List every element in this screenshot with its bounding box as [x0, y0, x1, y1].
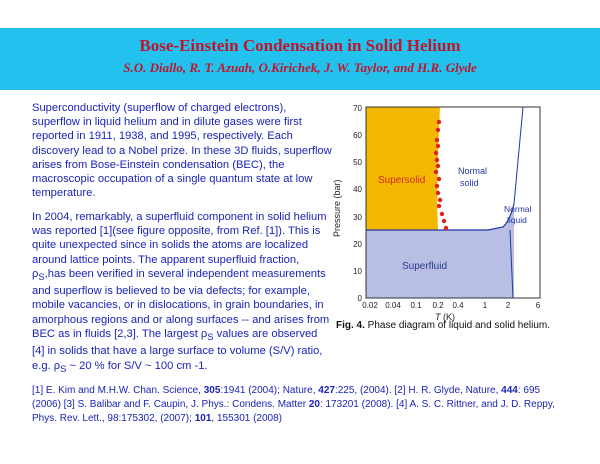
xtick-0.04: 0.04: [385, 301, 401, 310]
xtick-0.1: 0.1: [410, 301, 422, 310]
xtick-2: 2: [505, 301, 511, 310]
ytick-30: 30: [353, 213, 362, 222]
xtick-6: 6: [535, 301, 541, 310]
supersolid-region: [366, 107, 440, 230]
x-axis-title-unit: (K): [440, 312, 455, 322]
xtick-0.2: 0.2: [432, 301, 444, 310]
p2-text-c: values are observed [4] in solids that have a large surface to volume (S/V) ratio, e.g. ρ: [32, 327, 323, 372]
ref-text-6: , 155301 (2008): [211, 413, 283, 424]
rho-subscript-1: S: [38, 272, 45, 283]
label-normal-liquid-1: Normal: [504, 204, 532, 214]
lambda-line: [514, 107, 523, 204]
p2-text-d: ~ 20 % for S/V ~ 100 cm -1.: [66, 359, 208, 372]
ref-vol-1: 305: [203, 385, 221, 396]
label-normal-solid-1: Normal: [458, 166, 488, 176]
xtick-0.4: 0.4: [452, 301, 464, 310]
ytick-70: 70: [353, 104, 362, 113]
ytick-50: 50: [353, 158, 362, 167]
xtick-0.02: 0.02: [362, 301, 378, 310]
ref-text-1: [1] E. Kim and M.H.W. Chan. Science,: [32, 385, 204, 396]
label-supersolid: Supersolid: [378, 175, 426, 186]
ref-vol-2: 427: [318, 385, 335, 396]
ref-text-4: : 695 (2006) [3] S. Balibar and F. Caupin, J. Phys.: Condens. Matter: [32, 385, 541, 410]
x-axis-labels: [362, 301, 541, 310]
label-normal-liquid-2: liquid: [507, 215, 527, 225]
label-normal-solid-2: solid: [460, 178, 479, 188]
rho-subscript-2: S: [207, 332, 214, 343]
figure-caption: [336, 320, 550, 331]
ref-vol-4: 20: [308, 399, 320, 410]
slide-title: Bose-Einstein Condensation in Solid Helium: [139, 36, 461, 55]
ytick-40: 40: [353, 185, 362, 194]
phase-diagram: [318, 102, 568, 342]
ref-vol-5: 101: [194, 413, 212, 424]
intro-paragraph: Superconductivity (superflow of charged electrons), superflow in liquid helium and in dilute gases were first reported in 1911, 1938, and 1995, respectively. Each discovery lead to a Nobel prize. In these 3D fluids, superflow arises from Bose-Einstein condensation (BEC), the macroscopic occupation of a single quantum state at low temperature.: [32, 102, 332, 200]
supersolid-paragraph: [32, 210, 332, 376]
ref-vol-3: 444: [501, 385, 518, 396]
caption-text: Phase diagram of liquid and solid helium.: [364, 320, 551, 331]
rho-subscript-3: S: [60, 363, 67, 374]
x-axis-title-var: T: [435, 312, 441, 322]
ytick-20: 20: [353, 240, 362, 249]
p2-text-b: ,has been verified in several independent measurements and superflow is believed to be via defects; for example, mobile vacancies, or in dislocations, in grain boundaries, in amorphous regions and or along surfaces -- and arises from BEC as in fluids [2,3]. The largest ρ: [32, 267, 330, 340]
y-axis-title: Pressure (bar): [332, 179, 342, 237]
slide-authors: S.O. Diallo, R. T. Azuah, O.Kirichek, J. W. Taylor, and H.R. Glyde: [123, 60, 477, 75]
ref-text-2: :1941 (2004); Nature,: [220, 385, 319, 396]
references: [32, 384, 570, 426]
ref-text-5: : 173201 (2008). [4] A. S. C. Rittner, and J. D. Reppy, Phys. Rev. Lett., 98:175302, (2007);: [32, 399, 555, 424]
y-axis-labels: [353, 104, 362, 303]
label-superfluid: Superfluid: [402, 261, 448, 272]
ytick-10: 10: [353, 267, 362, 276]
p2-text-a: In 2004, remarkably, a superfluid component in solid helium was reported [1](see figure opposite, from Ref. [1]). This is quite unexpected since in solids the atoms are localized around lattice points. The apparent superfluid fraction, ρ: [32, 211, 327, 280]
ytick-60: 60: [353, 131, 362, 140]
ref-text-3: :225, (2004). [2] H. R. Glyde, Nature,: [334, 385, 502, 396]
xtick-1: 1: [482, 301, 488, 310]
caption-label: Fig. 4.: [336, 320, 365, 331]
ytick-0: 0: [357, 294, 362, 303]
